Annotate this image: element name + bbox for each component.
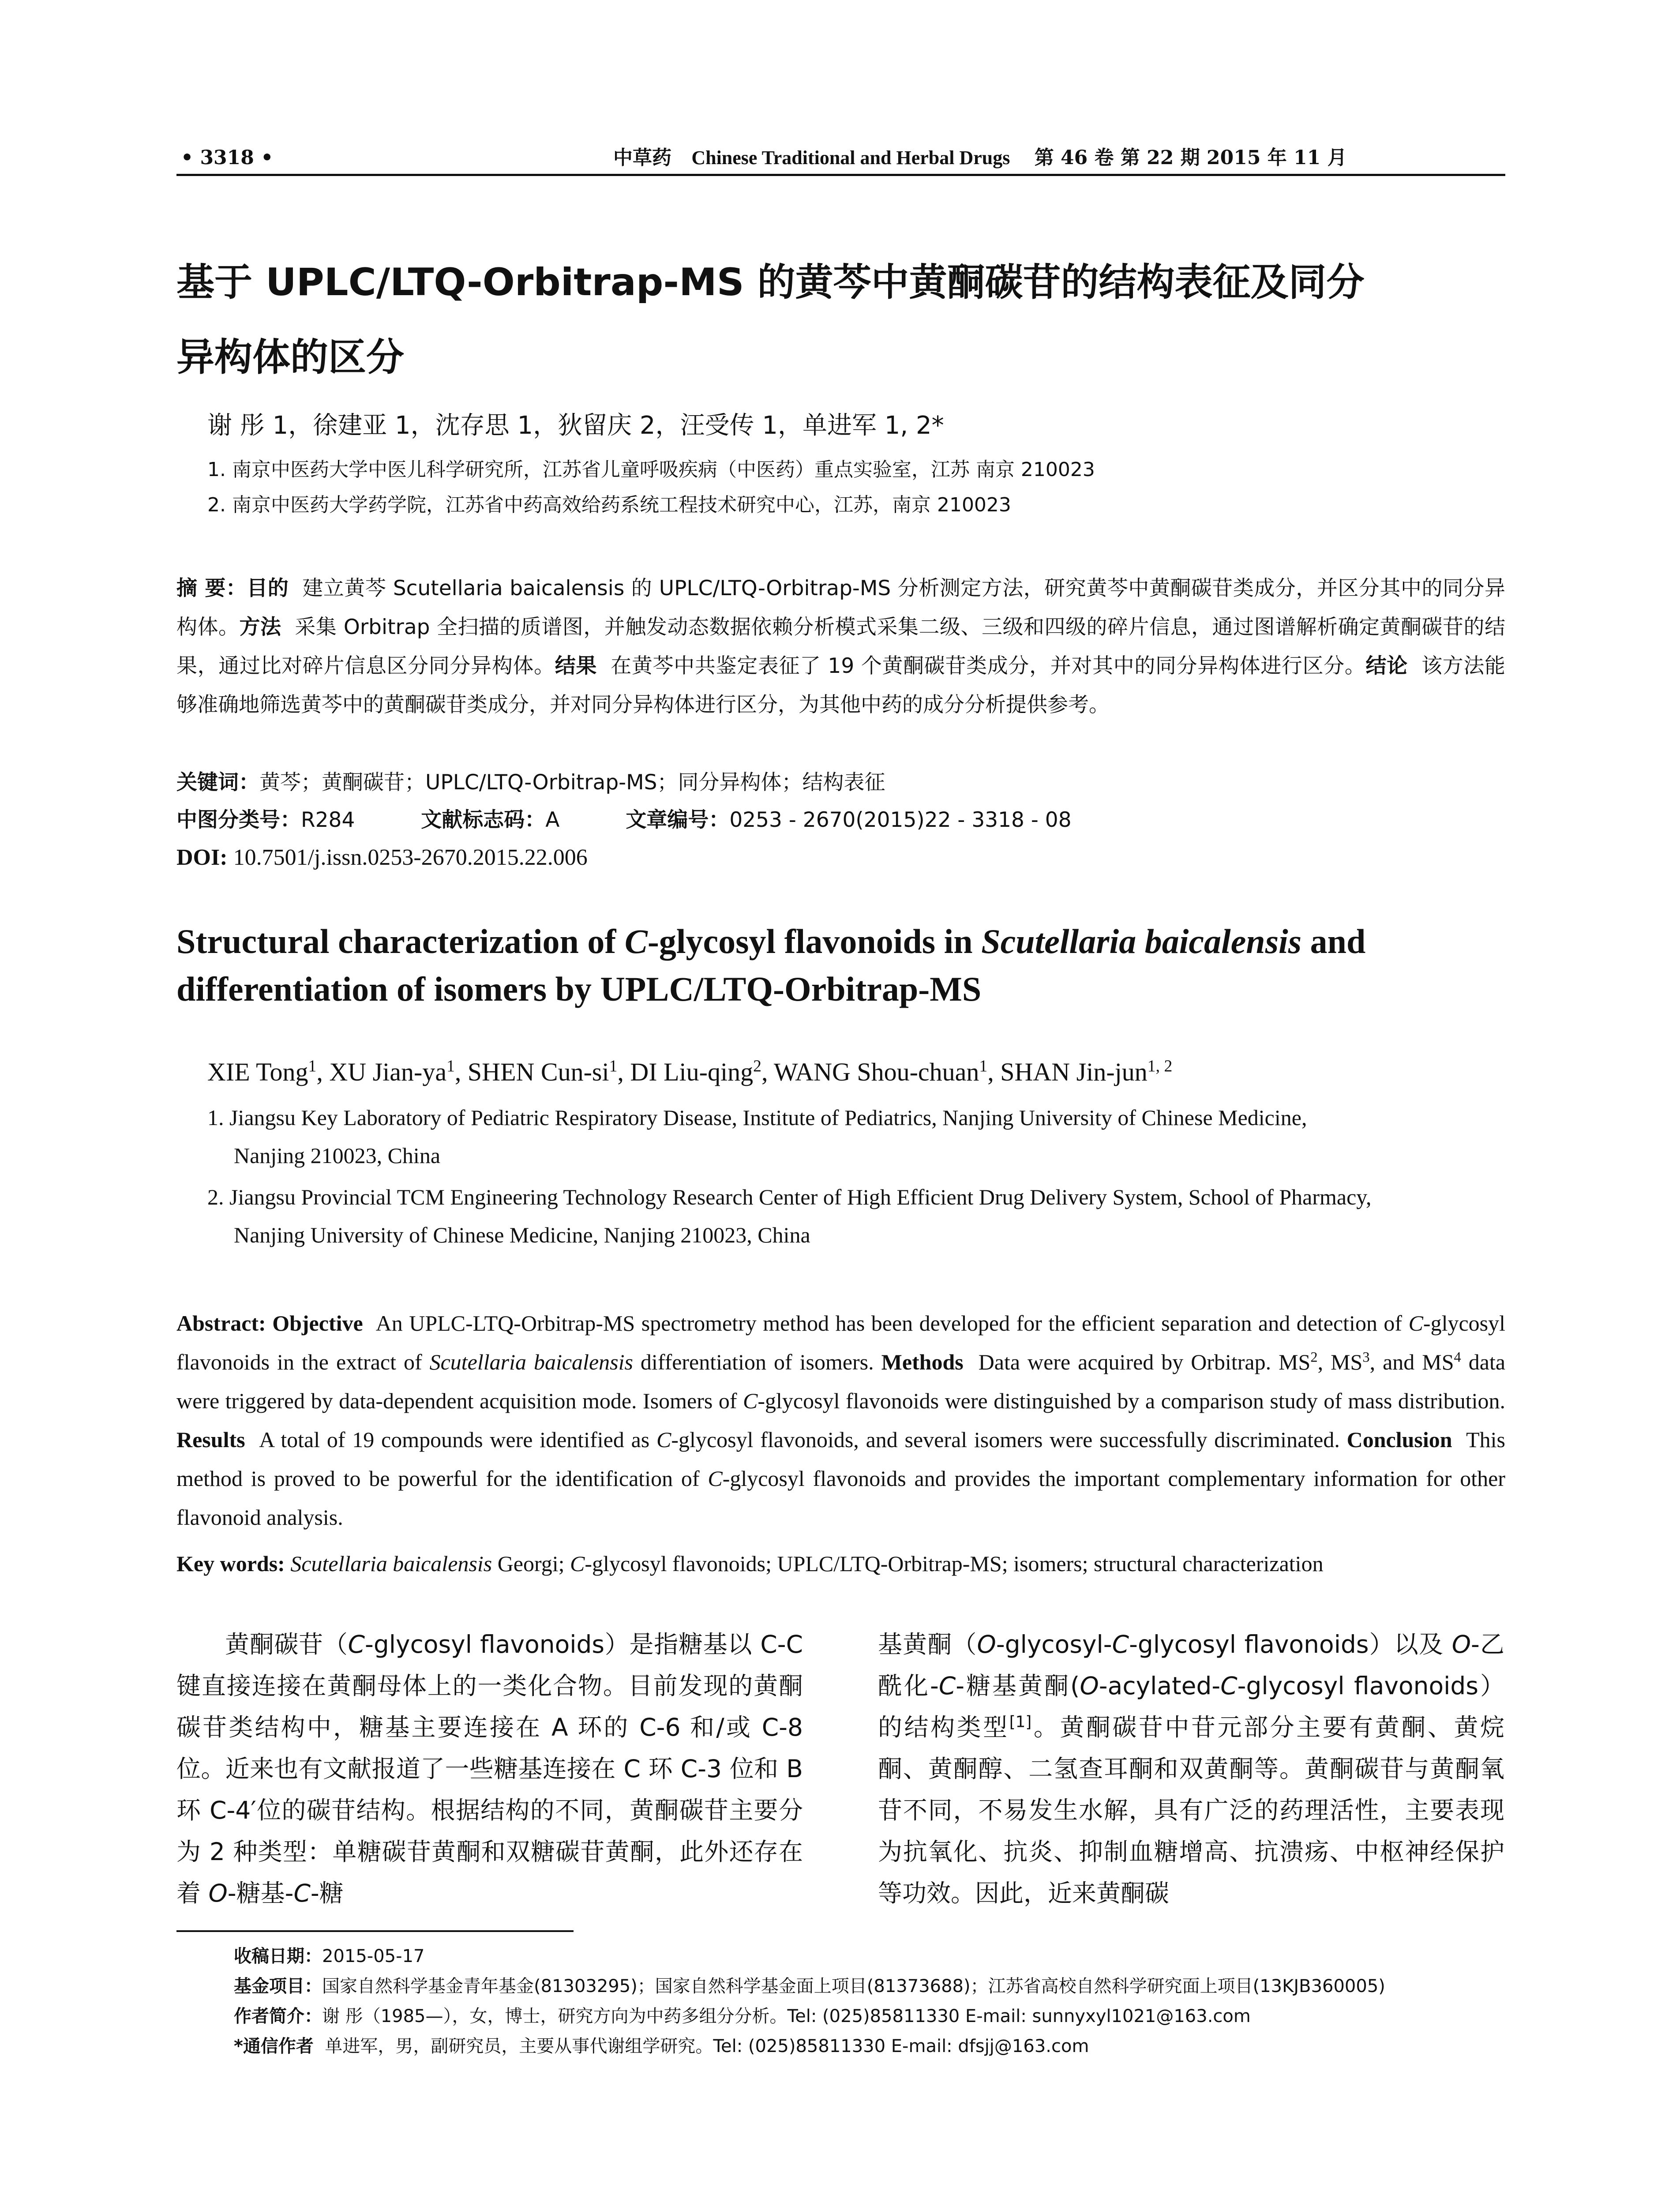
authors-cn: 谢 彤 1，徐建亚 1，沈存思 1，狄留庆 2，汪受传 1，单进军 1, 2*	[207, 411, 944, 440]
footnote-label: 基金项目：	[234, 1976, 322, 1996]
abstract-en-text: A total of 19 compounds were identified as	[259, 1427, 657, 1452]
author-en-aff: 1	[446, 1057, 455, 1076]
author-en-aff: 2	[753, 1057, 761, 1076]
abstract-en-sup: 3	[1362, 1349, 1370, 1366]
title-en-line-2: differentiation of isomers by UPLC/LTQ-Orbitrap-MS	[176, 970, 982, 1008]
affiliation-en-2-line-2: Nanjing University of Chinese Medicine, Nanjing 210023, China	[234, 1223, 810, 1247]
abstract-cn	[176, 569, 1505, 724]
abstract-en-text: differentiation of isomers.	[633, 1350, 874, 1374]
abstract-en-text: Data were acquired by Orbitrap. MS	[978, 1350, 1311, 1374]
body-italic: C	[348, 1630, 365, 1658]
abstract-en-text: This method is proved to be powerful for the identification of	[176, 1427, 1506, 1491]
affiliation-en-2-line-1: 2. Jiangsu Provincial TCM Engineering Technology Research Center of High Efficient Drug Delivery System, School of Pharmacy,	[207, 1185, 1372, 1209]
journal-line	[613, 142, 1347, 174]
affiliation-en-1-line-2: Nanjing 210023, China	[234, 1143, 441, 1168]
conclusion-label-cn: 结论	[1365, 654, 1408, 678]
body-paragraph	[878, 1624, 1504, 1914]
abstract-en-text: -glycosyl flavonoids in the extract of	[176, 1311, 1506, 1374]
abstract-en-sup: 2	[1310, 1349, 1318, 1366]
methods-label-cn: 方法	[239, 615, 281, 639]
footnote-label: 作者简介：	[234, 2006, 322, 2026]
abstract-en-italic: C	[743, 1388, 758, 1413]
body-text: -glycosyl flavonoids）的结构类型	[878, 1672, 1504, 1741]
title-cn	[176, 245, 1500, 395]
body-paragraph	[176, 1624, 803, 1914]
footnote-label: *通信作者	[234, 2036, 314, 2056]
abstract-en-methods-label: Methods	[881, 1350, 964, 1374]
keywords-en	[176, 1544, 1505, 1583]
author-en: WANG Shou-chuan	[773, 1058, 979, 1086]
page-number: • 3318 •	[181, 146, 274, 169]
results-text-cn: 在黄芩中共鉴定表征了 19 个黄酮碳苷类成分，并对其中的同分异构体进行区分。	[611, 654, 1366, 678]
body-italic: O	[1080, 1672, 1099, 1700]
abstract-en-sup: 4	[1454, 1349, 1461, 1366]
abstract-cn-label: 摘 要：	[176, 576, 247, 600]
author-en-aff: 1	[609, 1057, 618, 1076]
abstract-en	[176, 1304, 1505, 1537]
author-en: SHAN Jin-jun	[1000, 1058, 1148, 1086]
abstract-en-text: data were triggered by data-dependent acquisition mode. Isomers of	[176, 1350, 1506, 1413]
keywords-cn	[176, 763, 1505, 802]
abstract-en-text: -glycosyl flavonoids and provides the important complementary information for other flavonoid analysis.	[176, 1466, 1505, 1530]
abstract-en-text: , MS	[1317, 1350, 1363, 1374]
body-italic: C	[1112, 1630, 1129, 1658]
title-en-part: and	[1301, 922, 1366, 960]
footnote-text: 单进军，男，副研究员，主要从事代谢组学研究。Tel: (025)85811330 E-mail: dfsjj@163.com	[325, 2036, 1089, 2056]
affiliation-en-1	[207, 1099, 1504, 1174]
results-label-cn: 结果	[555, 654, 597, 678]
clc-label: 中图分类号：	[176, 808, 301, 832]
body-text: 黄酮碳苷（	[225, 1630, 348, 1658]
conclusion-text-cn: 该方法能够准确地筛选黄芩中的黄酮碳苷类成分，并对同分异构体进行区分，为其他中药的成分分析提供参考。	[176, 654, 1506, 717]
title-en-species: Scutellaria baicalensis	[981, 922, 1302, 960]
objective-text-cn: 建立黄芩 Scutellaria baicalensis 的 UPLC/LTQ-Orbitrap-MS 分析测定方法，研究黄芩中黄酮碳苷类成分，并区分其中的同分异构体。	[176, 576, 1505, 639]
footnote-corresponding	[234, 2031, 1513, 2061]
citation-ref: [1]	[1009, 1713, 1032, 1731]
objective-label-cn: 目的	[247, 576, 289, 600]
author-en: XU Jian-ya	[329, 1058, 447, 1086]
footnote-fund	[234, 1971, 1513, 2001]
body-right-column	[878, 1624, 1504, 1914]
keywords-cn-label: 关键词：	[176, 770, 259, 795]
abstract-en-results-label: Results	[176, 1427, 245, 1452]
abstract-en-text: -glycosyl flavonoids were distinguished by a comparison study of mass distribution.	[758, 1388, 1505, 1413]
body-italic: O	[208, 1879, 228, 1907]
article-no-label: 文章编号：	[626, 808, 730, 832]
abstract-en-species: Scutellaria baicalensis	[429, 1350, 633, 1374]
title-cn-line-2: 异构体的区分	[176, 335, 404, 379]
keywords-en-text: Georgi;	[492, 1551, 570, 1576]
clc-value: R284	[301, 808, 355, 832]
running-header	[176, 142, 1505, 176]
body-text: -乙酰化-	[878, 1630, 1504, 1700]
body-text: 。黄酮碳苷中苷元部分主要有黄酮、黄烷酮、黄酮醇、二氢查耳酮和双黄酮等。黄酮碳苷与黄酮氧苷不同，不易发生水解，具有广泛的药理活性，主要表现为抗氧化、抗炎、抑制血糖增高、抗溃疡、中枢神经保护等功效。因此，近来黄酮碳	[878, 1713, 1504, 1907]
body-italic: C	[1220, 1672, 1238, 1700]
doi-value: 10.7501/j.issn.0253-2670.2015.22.006	[233, 845, 588, 870]
title-en-part: Structural characterization of	[176, 922, 625, 960]
footnote-received	[234, 1941, 1513, 1971]
body-text: -glycosyl flavonoids）是指糖基以 C-C 键直接连接在黄酮母体上的一类化合物。目前发现的黄酮碳苷类结构中，糖基主要连接在 A 环的 C-6 和/或 C-8 位。近来也有文献报道了一些糖基连接在 C 环 C-3 位和 B 环 C-4′位的碳苷结构。根据结构的不同，黄酮碳苷主要分为 2 种类型：单糖碳苷黄酮和双糖碳苷黄酮，此外还存在着	[176, 1630, 803, 1907]
abstract-en-text: -glycosyl flavonoids, and several isomers were successfully discriminated.	[671, 1427, 1340, 1452]
keywords-en-label: Key words:	[176, 1551, 285, 1576]
body-text: -acylated-	[1099, 1672, 1221, 1700]
classification-line	[176, 801, 1505, 840]
title-en-line-1	[176, 918, 1505, 965]
methods-text-cn: 采集 Orbitrap 全扫描的质谱图，并触发动态数据依赖分析模式采集二级、三级和四级的碎片信息，通过图谱解析确定黄酮碳苷的结果，通过比对碎片信息区分同分异构体。	[176, 615, 1506, 678]
body-text: -糖基-	[227, 1879, 294, 1907]
title-cn-line-1: 基于 UPLC/LTQ-Orbitrap-MS 的黄芩中黄酮碳苷的结构表征及同分	[176, 260, 1365, 304]
body-text: 基黄酮（	[878, 1630, 977, 1658]
author-en-aff: 1, 2	[1147, 1057, 1173, 1076]
doi-label: DOI:	[176, 845, 228, 870]
authors-en: XIE Tong$^1$, XU Jian-$ya^1$, SHEN Cun-$si^1$, DI Liu-qing$^2$, WANG Shou-chuan$^1$, SHAN Jin-jun$^{1, 2}$	[207, 1057, 1173, 1086]
body-italic: O	[977, 1630, 996, 1658]
footnotes	[234, 1941, 1513, 2061]
author-en: DI Liu-qing	[630, 1058, 754, 1086]
abstract-en-objective-label: Abstract: Objective	[176, 1311, 363, 1336]
title-en	[176, 918, 1505, 1013]
body-text: -glycosyl flavonoids）以及	[1129, 1630, 1452, 1658]
author-en-aff: 1	[308, 1057, 317, 1076]
journal-name-cn: 中草药	[613, 146, 671, 169]
body-italic: O	[1451, 1630, 1471, 1658]
keywords-en-species: Scutellaria baicalensis	[290, 1551, 492, 1576]
abstract-en-italic: C	[1408, 1311, 1423, 1336]
affiliation-cn-1: 1. 南京中医药大学中医儿科学研究所，江苏省儿童呼吸疾病（中医药）重点实验室，江苏 南京 210023	[207, 458, 1095, 481]
doc-code-value: A	[545, 808, 560, 832]
title-en-part: -glycosyl flavonoids in	[647, 922, 982, 960]
body-italic: C	[293, 1879, 311, 1907]
footnote-label: 收稿日期：	[234, 1946, 322, 1966]
keywords-en-text: -glycosyl flavonoids; UPLC/LTQ-Orbitrap-MS; isomers; structural characterization	[585, 1551, 1324, 1576]
footnote-text: 国家自然科学基金青年基金(81303295)；国家自然科学基金面上项目(81373688)；江苏省高校自然科学研究面上项目(13KJB360005)	[322, 1976, 1385, 1996]
issue-info: 第 46 卷 第 22 期 2015 年 11 月	[1034, 146, 1347, 169]
journal-name-en: Chinese Traditional and Herbal Drugs	[691, 147, 1010, 169]
author-en: XIE Tong	[207, 1058, 308, 1086]
footnote-text: 2015-05-17	[322, 1946, 425, 1966]
affiliation-en-1-line-1: 1. Jiangsu Key Laboratory of Pediatric Respiratory Disease, Institute of Pediatrics, Nanjing University of Chinese Medicine,	[207, 1105, 1307, 1130]
footnote-text: 谢 彤（1985—），女，博士，研究方向为中药多组分分析。Tel: (025)85811330 E-mail: sunnyxyl1021@163.com	[322, 2006, 1251, 2026]
body-text: -glycosyl-	[996, 1630, 1112, 1658]
abstract-en-conclusion-label: Conclusion	[1346, 1427, 1452, 1452]
abstract-en-italic: C	[708, 1466, 723, 1491]
abstract-en-text: , and MS	[1369, 1350, 1454, 1374]
title-en-italic: C	[624, 922, 648, 960]
abstract-en-text: An UPLC-LTQ-Orbitrap-MS spectrometry method has been developed for the efficient separation and detection of	[375, 1311, 1409, 1336]
body-left-column	[176, 1624, 803, 1914]
author-en: SHEN Cun-si	[467, 1058, 609, 1086]
body-text: -糖基黄酮(	[956, 1672, 1080, 1700]
keywords-cn-text: 黄芩；黄酮碳苷；UPLC/LTQ-Orbitrap-MS；同分异构体；结构表征	[259, 770, 885, 795]
keywords-en-italic: C	[570, 1551, 585, 1576]
affiliation-cn-2: 2. 南京中医药大学药学院，江苏省中药高效给药系统工程技术研究中心，江苏，南京 210023	[207, 494, 1011, 516]
article-no-value: 0253 - 2670(2015)22 - 3318 - 08	[729, 808, 1072, 832]
body-text: -糖	[310, 1879, 344, 1907]
body-italic: C	[938, 1672, 956, 1700]
doc-code-label: 文献标志码：	[421, 808, 546, 832]
author-en-aff: 1	[979, 1057, 988, 1076]
abstract-en-italic: C	[656, 1427, 671, 1452]
footnote-divider	[176, 1930, 574, 1932]
doi-line	[176, 838, 1505, 877]
affiliation-en-2	[207, 1178, 1504, 1254]
footnote-author	[234, 2001, 1513, 2031]
